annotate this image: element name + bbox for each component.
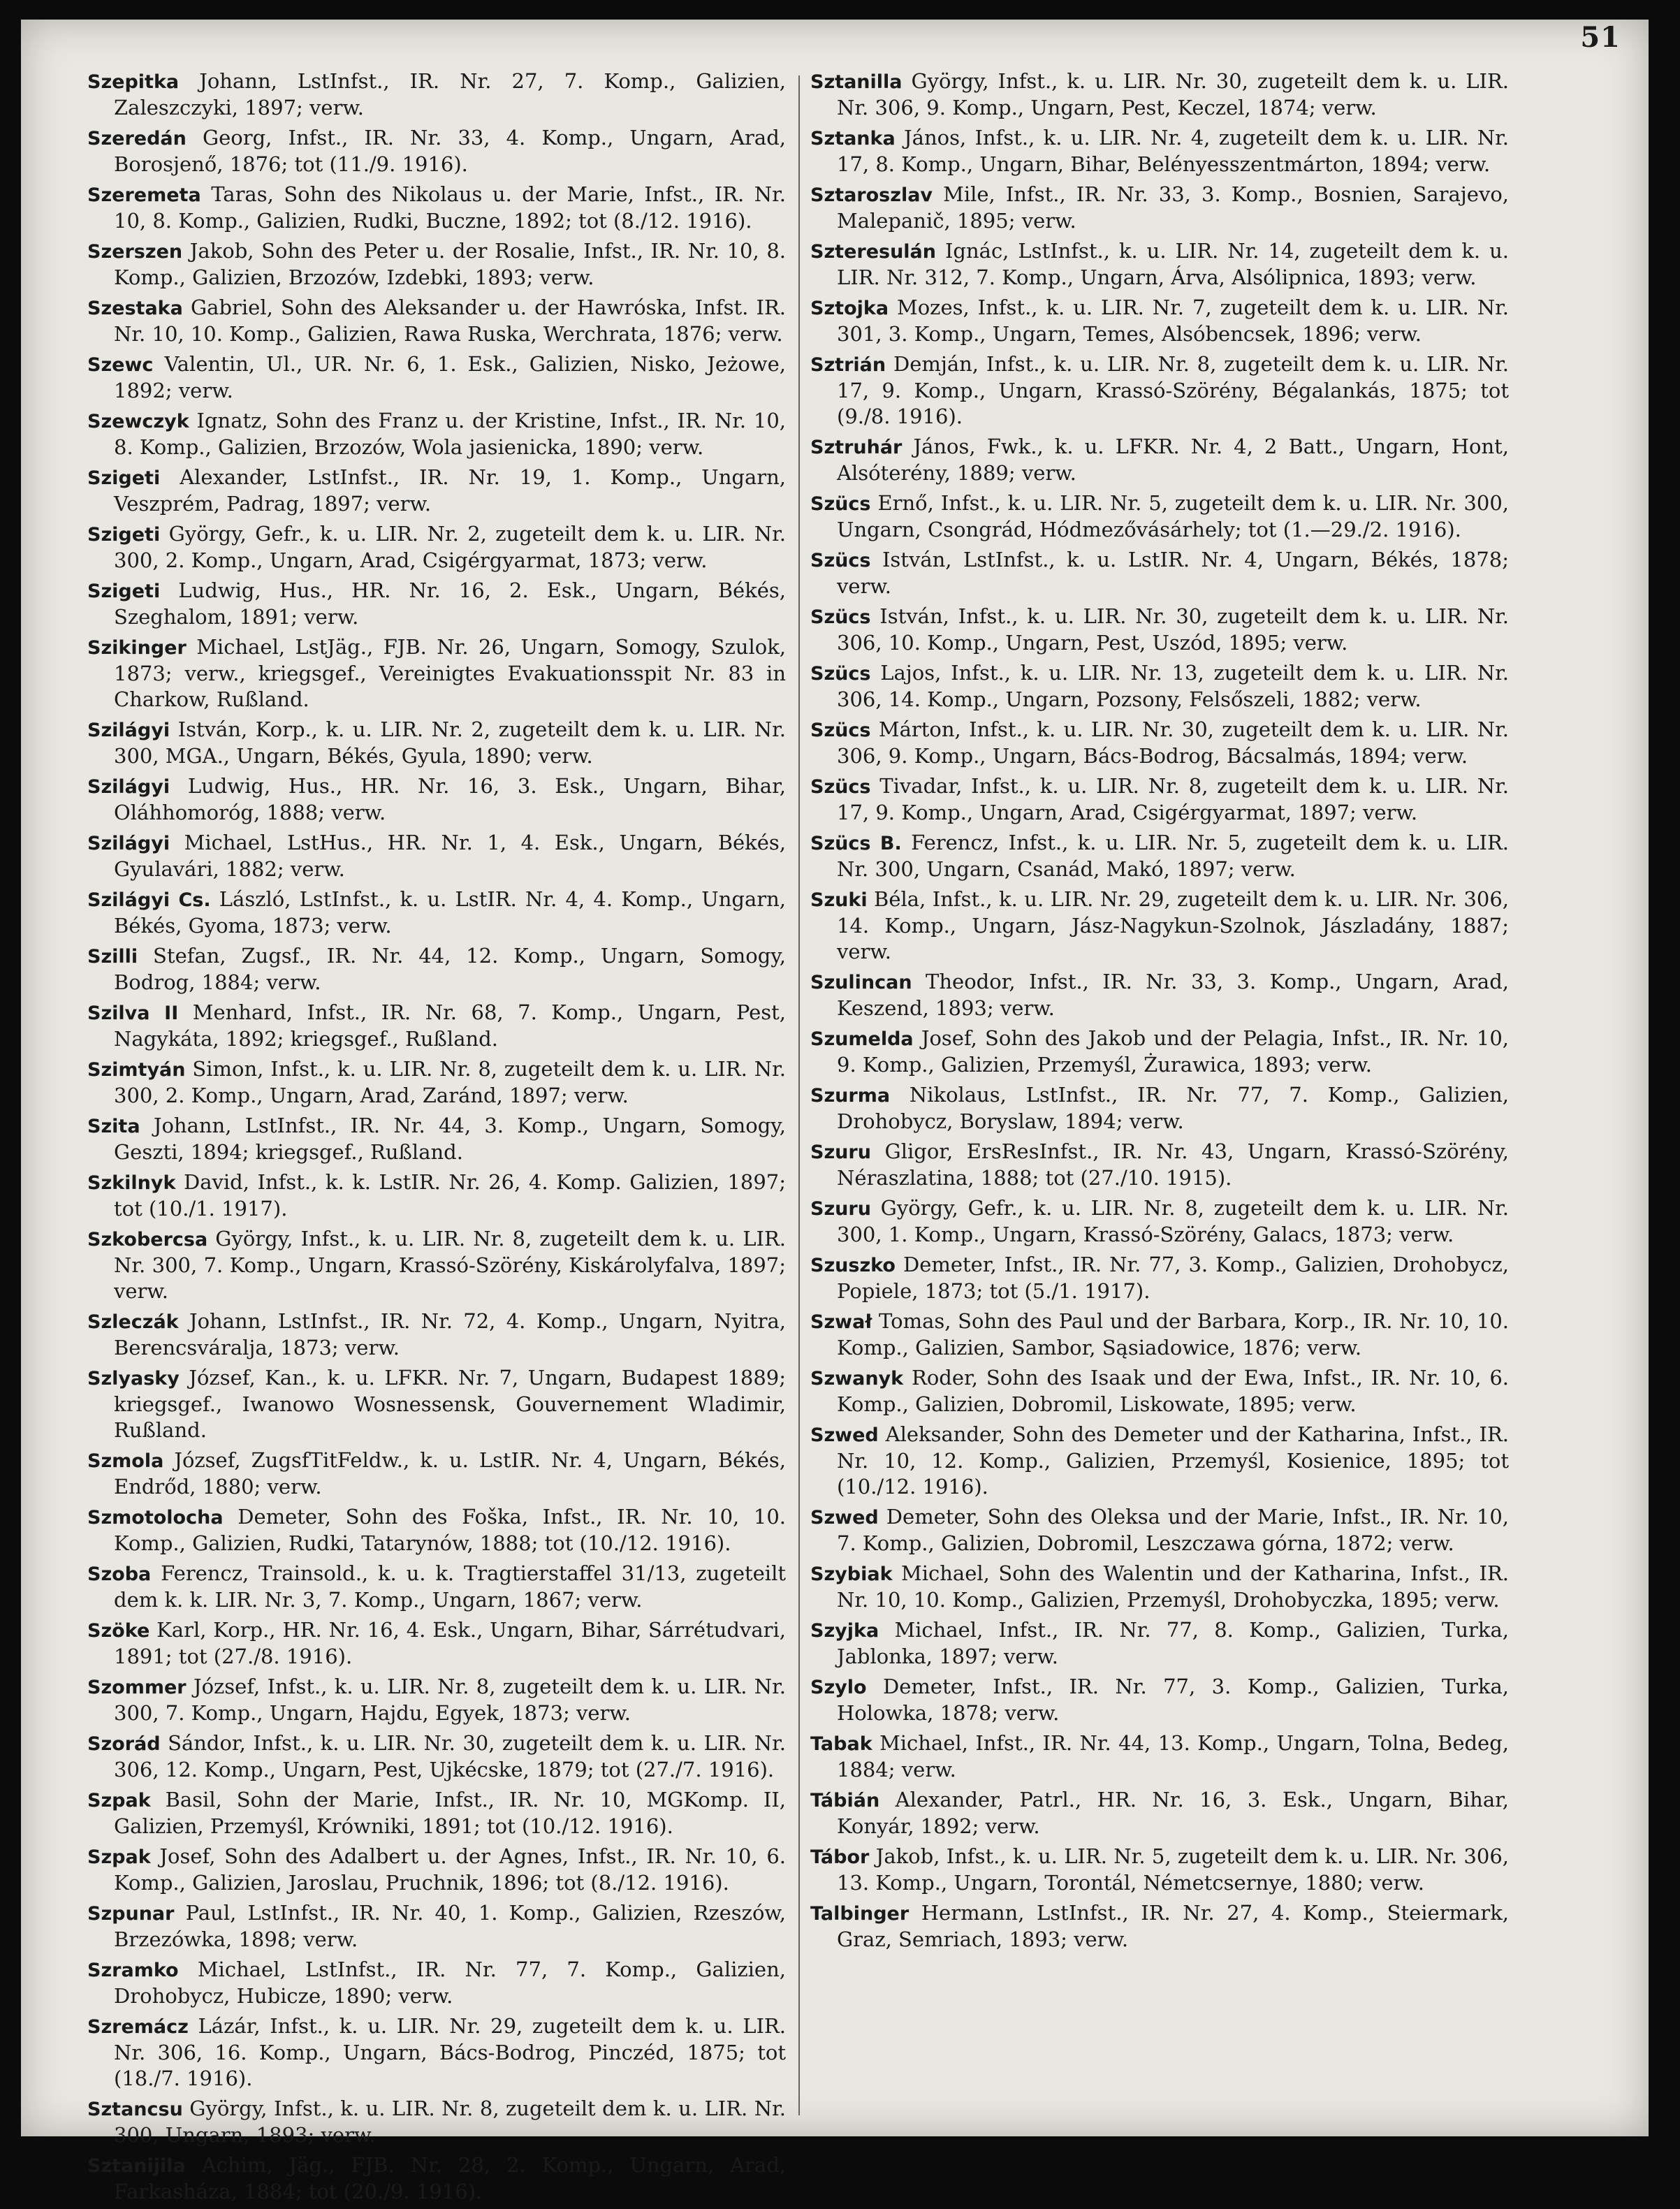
- entry-surname: Szücs: [810, 550, 871, 571]
- entry-details: Georg, Infst., IR. Nr. 33, 4. Komp., Ungarn, Arad, Borosjenő, 1876; tot (11./9. 1916).: [114, 126, 786, 176]
- entry-surname: Szramko: [87, 1960, 179, 1981]
- list-entry: [87, 1561, 786, 1613]
- list-entry: [810, 68, 1509, 121]
- entry-surname: Szommer: [87, 1677, 187, 1698]
- list-entry: [810, 1730, 1509, 1783]
- entry-details: Karl, Korp., HR. Nr. 16, 4. Esk., Ungarn, Bihar, Sárrétudvari, 1891; tot (27./8. 1916).: [114, 1618, 787, 1668]
- entry-surname: Szimtyán: [87, 1059, 186, 1081]
- list-entry: [87, 1787, 786, 1839]
- list-entry: [87, 2152, 786, 2205]
- list-entry: [87, 465, 786, 517]
- entry-surname: Szkilnyk: [87, 1172, 176, 1194]
- entry-details: Ludwig, Hus., HR. Nr. 16, 3. Esk., Ungarn, Bihar, Oláhhomoróg, 1888; verw.: [114, 774, 786, 824]
- list-entry: [810, 182, 1509, 234]
- entry-surname: Szilágyi: [87, 833, 170, 854]
- entry-details: Lajos, Infst., k. u. LIR. Nr. 13, zugeteilt dem k. u. LIR. Nr. 306, 14. Komp., Ungarn, Pozsony, Felsőszeli, 1882; verw.: [837, 661, 1509, 711]
- entry-surname: Szorád: [87, 1733, 161, 1755]
- entry-surname: Szylo: [810, 1677, 867, 1698]
- list-entry: [87, 830, 786, 882]
- entry-details: Sándor, Infst., k. u. LIR. Nr. 30, zugeteilt dem k. u. LIR. Nr. 306, 12. Komp., Ungarn, Pest, Ujkécske, 1879; tot (27./7. 1916).: [114, 1731, 787, 1781]
- entry-surname: Sztanijila: [87, 2155, 186, 2177]
- list-entry: [87, 1504, 786, 1556]
- list-entry: [87, 1900, 786, 1953]
- list-entry: [810, 1026, 1509, 1078]
- entry-surname: Szewczyk: [87, 411, 189, 432]
- entry-surname: Szilva II: [87, 1003, 179, 1024]
- entry-surname: Szkobercsa: [87, 1229, 208, 1251]
- list-entry: [810, 1195, 1509, 1248]
- list-entry: [87, 1844, 786, 1896]
- entry-details: Demeter, Infst., IR. Nr. 77, 3. Komp., Galizien, Drohobycz, Popiele, 1873; tot (5./1. 1917).: [837, 1253, 1509, 1303]
- entry-details: Michael, Infst., IR. Nr. 44, 13. Komp., Ungarn, Tolna, Bedeg, 1884; verw.: [837, 1731, 1509, 1781]
- list-entry: [810, 125, 1509, 177]
- list-entry: [810, 295, 1509, 347]
- entry-details: Gabriel, Sohn des Aleksander u. der Hawróska, Infst. IR. Nr. 10, 10. Komp., Galizien, Rawa Ruska, Werchrata, 1876; verw.: [114, 296, 786, 346]
- entry-surname: Szücs: [810, 606, 871, 628]
- entry-surname: Sztanka: [810, 128, 896, 150]
- entry-details: Demján, Infst., k. u. LIR. Nr. 8, zugeteilt dem k. u. LIR. Nr. 17, 9. Komp., Ungarn, Krassó-Szörény, Bégalankás, 1875; tot (9./8. 1916).: [837, 352, 1509, 428]
- entry-details: Roder, Sohn des Isaak und der Ewa, Infst., IR. Nr. 10, 6. Komp., Galizien, Dobromil, Liskowate, 1895; verw.: [837, 1366, 1510, 1416]
- entry-surname: Szremácz: [87, 2016, 189, 2038]
- list-entry: [87, 1226, 786, 1304]
- list-entry: [87, 408, 786, 460]
- entry-surname: Szurma: [810, 1085, 891, 1107]
- entry-details: Márton, Infst., k. u. LIR. Nr. 30, zugeteilt dem k. u. LIR. Nr. 306, 9. Komp., Ungarn, Bács-Bodrog, Bácsalmás, 1894; verw.: [837, 717, 1510, 768]
- entry-details: Jakob, Sohn des Peter u. der Rosalie, Infst., IR. Nr. 10, 8. Komp., Galizien, Brzozów, Izdebki, 1893; verw.: [114, 239, 787, 289]
- entry-surname: Szilágyi: [87, 720, 170, 741]
- list-entry: [810, 1252, 1509, 1304]
- entry-surname: Szita: [87, 1116, 140, 1137]
- list-entry: [810, 830, 1509, 882]
- entry-details: Michael, LstHus., HR. Nr. 1, 4. Esk., Ungarn, Békés, Gyulavári, 1882; verw.: [114, 831, 787, 881]
- entry-surname: Sztaroszlav: [810, 184, 933, 206]
- entry-details: György, Infst., k. u. LIR. Nr. 8, zugeteilt dem k. u. LIR. Nr. 300, 7. Komp., Ungarn, Krassó-Szörény, Kiskárolyfalva, 1897; verw.: [114, 1227, 787, 1303]
- list-entry: [87, 238, 786, 291]
- entry-surname: Szilágyi: [87, 776, 170, 798]
- entry-details: Nikolaus, LstInfst., IR. Nr. 77, 7. Komp., Galizien, Drohobycz, Boryslaw, 1894; verw.: [837, 1083, 1509, 1133]
- list-entry: [810, 1504, 1509, 1556]
- entry-details: Michael, Infst., IR. Nr. 77, 8. Komp., Galizien, Turka, Jablonka, 1897; verw.: [837, 1618, 1510, 1668]
- entry-details: István, LstInfst., k. u. LstIR. Nr. 4, Ungarn, Békés, 1878; verw.: [837, 548, 1509, 598]
- entry-surname: Tábor: [810, 1846, 870, 1868]
- list-entry: [810, 1844, 1509, 1896]
- entry-surname: Szigeti: [87, 467, 161, 489]
- column-divider: [798, 75, 800, 2115]
- entry-surname: Szücs B.: [810, 833, 902, 854]
- entry-details: Michael, LstJäg., FJB. Nr. 26, Ungarn, Somogy, Szulok, 1873; verw., kriegsgef., Vereinigtes Evakuationsspit Nr. 83 in Charkow, Rußland.: [114, 635, 786, 711]
- entry-details: Gligor, ErsResInfst., IR. Nr. 43, Ungarn, Krassó-Szörény, Néraszlatina, 1888; tot (27./10. 1915).: [837, 1139, 1510, 1190]
- list-entry: [87, 1113, 786, 1165]
- entry-details: György, Gefr., k. u. LIR. Nr. 8, zugeteilt dem k. u. LIR. Nr. 300, 1. Komp., Ungarn, Krassó-Szörény, Galacs, 1873; verw.: [837, 1196, 1509, 1246]
- entry-surname: Szücs: [810, 720, 871, 741]
- entry-details: József, ZugsfTitFeldw., k. u. LstIR. Nr. 4, Ungarn, Békés, Endrőd, 1880; verw.: [114, 1448, 787, 1499]
- page-number: 51: [1580, 21, 1621, 54]
- list-entry: [87, 887, 786, 939]
- list-entry: [87, 521, 786, 574]
- list-entry: [810, 1617, 1509, 1670]
- list-entry: [87, 2096, 786, 2148]
- entry-details: Ferencz, Infst., k. u. LIR. Nr. 5, zugeteilt dem k. u. LIR. Nr. 300, Ungarn, Csanád, Makó, 1897; verw.: [837, 831, 1509, 881]
- entry-details: Taras, Sohn des Nikolaus u. der Marie, Infst., IR. Nr. 10, 8. Komp., Galizien, Rudki, Buczne, 1892; tot (8./12. 1916).: [114, 182, 787, 233]
- entry-details: Menhard, Infst., IR. Nr. 68, 7. Komp., Ungarn, Pest, Nagykáta, 1892; kriegsgef., Rußland.: [114, 1000, 787, 1051]
- entry-details: József, Infst., k. u. LIR. Nr. 8, zugeteilt dem k. u. LIR. Nr. 300, 7. Komp., Ungarn, Hajdu, Egyek, 1873; verw.: [114, 1675, 787, 1725]
- entry-surname: Szoba: [87, 1563, 152, 1585]
- entry-surname: Sztruhár: [810, 437, 903, 458]
- entry-details: Johann, LstInfst., IR. Nr. 44, 3. Komp., Ungarn, Somogy, Geszti, 1894; kriegsgef., Rußland.: [114, 1114, 787, 1164]
- list-entry: [87, 295, 786, 347]
- entry-details: Josef, Sohn des Jakob und der Pelagia, Infst., IR. Nr. 10, 9. Komp., Galizien, Przemyśl, Żurawica, 1893; verw.: [837, 1026, 1510, 1077]
- entry-details: Tivadar, Infst., k. u. LIR. Nr. 8, zugeteilt dem k. u. LIR. Nr. 17, 9. Komp., Ungarn, Arad, Csigérgyarmat, 1897; verw.: [837, 774, 1510, 824]
- list-entry: [87, 1617, 786, 1670]
- list-entry: [810, 434, 1509, 486]
- entry-details: Demeter, Infst., IR. Nr. 77, 3. Komp., Galizien, Turka, Holowka, 1878; verw.: [837, 1675, 1509, 1725]
- entry-surname: Szerszen: [87, 241, 183, 263]
- entry-details: Ignác, LstInfst., k. u. LIR. Nr. 14, zugeteilt dem k. u. LIR. Nr. 312, 7. Komp., Ungarn, Árva, Alsólipnica, 1893; verw.: [837, 239, 1510, 289]
- entry-details: Michael, LstInfst., IR. Nr. 77, 7. Komp., Galizien, Drohobycz, Hubicze, 1890; verw.: [114, 1958, 786, 2008]
- list-entry: [810, 660, 1509, 713]
- list-entry: [810, 490, 1509, 543]
- entry-surname: Szleczák: [87, 1311, 179, 1333]
- entry-surname: Szücs: [810, 493, 871, 515]
- entry-surname: Sztrián: [810, 354, 886, 376]
- entry-details: Simon, Infst., k. u. LIR. Nr. 8, zugeteilt dem k. u. LIR. Nr. 300, 2. Komp., Ungarn, Arad, Zaránd, 1897; verw.: [114, 1057, 787, 1107]
- entry-details: István, Korp., k. u. LIR. Nr. 2, zugeteilt dem k. u. LIR. Nr. 300, MGA., Ungarn, Békés, Gyula, 1890; verw.: [114, 717, 786, 768]
- list-entry: [87, 182, 786, 234]
- list-entry: [810, 1365, 1509, 1417]
- entry-surname: Szwed: [810, 1507, 879, 1529]
- entry-details: György, Gefr., k. u. LIR. Nr. 2, zugeteilt dem k. u. LIR. Nr. 300, 2. Komp., Ungarn, Arad, Csigérgyarmat, 1873; verw.: [114, 522, 786, 572]
- list-entry: [810, 351, 1509, 430]
- entry-details: Johann, LstInfst., IR. Nr. 27, 7. Komp., Galizien, Zaleszczyki, 1897; verw.: [114, 69, 786, 119]
- list-entry: [87, 717, 786, 769]
- entry-surname: Szuki: [810, 889, 868, 911]
- document-page: [21, 20, 1649, 2203]
- entry-details: László, LstInfst., k. u. LstIR. Nr. 4, 4. Komp., Ungarn, Békés, Gyoma, 1873; verw.: [114, 887, 786, 938]
- entry-surname: Szuszko: [810, 1255, 896, 1276]
- entry-surname: Szwał: [810, 1311, 872, 1333]
- entry-surname: Szigeti: [87, 581, 161, 602]
- entry-details: David, Infst., k. k. LstIR. Nr. 26, 4. Komp. Galizien, 1897; tot (10./1. 1917).: [114, 1170, 786, 1220]
- entry-surname: Tábián: [810, 1790, 880, 1811]
- entry-surname: Szilli: [87, 946, 138, 968]
- entry-surname: Talbinger: [810, 1903, 910, 1925]
- list-entry: [810, 773, 1509, 826]
- entry-surname: Szpak: [87, 1790, 151, 1811]
- list-entry: [87, 1674, 786, 1726]
- left-column: [87, 68, 786, 2209]
- list-entry: [810, 1561, 1509, 1613]
- entry-surname: Szlyasky: [87, 1368, 180, 1390]
- entry-details: Johann, LstInfst., IR. Nr. 72, 4. Komp., Ungarn, Nyitra, Berencsváralja, 1873; verw.: [114, 1309, 787, 1359]
- list-entry: [87, 1365, 786, 1443]
- list-entry: [87, 1056, 786, 1109]
- entry-details: Stefan, Zugsf., IR. Nr. 44, 12. Komp., Ungarn, Somogy, Bodrog, 1884; verw.: [114, 944, 787, 994]
- entry-details: Aleksander, Sohn des Demeter und der Katharina, Infst., IR. Nr. 10, 12. Komp., Galizien, Przemyśl, Kosienice, 1895; tot (10./12. 1916).: [837, 1422, 1510, 1499]
- entry-surname: Szücs: [810, 776, 871, 798]
- list-entry: [810, 604, 1509, 656]
- entry-surname: Sztojka: [810, 298, 889, 319]
- entry-details: Demeter, Sohn des Oleksa und der Marie, Infst., IR. Nr. 10, 7. Komp., Galizien, Dobromil, Leszczawa górna, 1872; verw.: [837, 1505, 1509, 1555]
- list-entry: [87, 125, 786, 177]
- entry-surname: Szücs: [810, 663, 871, 685]
- entry-surname: Szpunar: [87, 1903, 175, 1925]
- entry-surname: Szeredán: [87, 128, 187, 150]
- list-entry: [810, 969, 1509, 1021]
- entry-details: Theodor, Infst., IR. Nr. 33, 3. Komp., Ungarn, Arad, Keszend, 1893; verw.: [837, 970, 1509, 1020]
- list-entry: [87, 943, 786, 996]
- entry-surname: Szikinger: [87, 637, 187, 659]
- list-entry: [87, 1169, 786, 1222]
- entry-surname: Szyjka: [810, 1620, 879, 1642]
- entry-details: Michael, Sohn des Walentin und der Katharina, Infst., IR. Nr. 10, 10. Komp., Galizien, Przemyśl, Drohobyczka, 1895; verw.: [837, 1561, 1510, 1612]
- entry-details: János, Infst., k. u. LIR. Nr. 4, zugeteilt dem k. u. LIR. Nr. 17, 8. Komp., Ungarn, Bihar, Belényesszentmárton, 1894; verw.: [837, 126, 1510, 176]
- entry-surname: Szybiak: [810, 1563, 893, 1585]
- entry-details: Jakob, Infst., k. u. LIR. Nr. 5, zugeteilt dem k. u. LIR. Nr. 306, 13. Komp., Ungarn, Torontál, Németcsernye, 1880; verw.: [837, 1844, 1509, 1895]
- list-entry: [810, 238, 1509, 291]
- entry-surname: Szmotolocha: [87, 1507, 224, 1529]
- entry-details: Demeter, Sohn des Foška, Infst., IR. Nr. 10, 10. Komp., Galizien, Rudki, Tatarynów, 1888; tot (10./12. 1916).: [114, 1505, 787, 1555]
- list-entry: [87, 1448, 786, 1500]
- entry-details: György, Infst., k. u. LIR. Nr. 30, zugeteilt dem k. u. LIR. Nr. 306, 9. Komp., Ungarn, Pest, Keczel, 1874; verw.: [837, 69, 1509, 119]
- entry-details: István, Infst., k. u. LIR. Nr. 30, zugeteilt dem k. u. LIR. Nr. 306, 10. Komp., Ungarn, Pest, Uszód, 1895; verw.: [837, 604, 1510, 655]
- entry-details: József, Kan., k. u. LFKR. Nr. 7, Ungarn, Budapest 1889; kriegsgef., Iwanowo Wosnessensk, Gouvernement Wladimir, Rußland.: [114, 1366, 786, 1442]
- list-entry: [87, 351, 786, 404]
- list-entry: [810, 547, 1509, 599]
- entry-surname: Szwed: [810, 1424, 879, 1446]
- entry-surname: Szteresulán: [810, 241, 936, 263]
- list-entry: [810, 1308, 1509, 1361]
- entry-details: Alexander, LstInfst., IR. Nr. 19, 1. Komp., Ungarn, Veszprém, Padrag, 1897; verw.: [114, 465, 786, 516]
- list-entry: [810, 1900, 1509, 1953]
- entry-details: Ludwig, Hus., HR. Nr. 16, 2. Esk., Ungarn, Békés, Szeghalom, 1891; verw.: [114, 578, 787, 629]
- list-entry: [810, 1422, 1509, 1500]
- entry-surname: Szöke: [87, 1620, 150, 1642]
- entry-surname: Szewc: [87, 354, 154, 376]
- entry-surname: Szilágyi Cs.: [87, 889, 211, 911]
- entry-surname: Szumelda: [810, 1028, 914, 1050]
- entry-surname: Szestaka: [87, 298, 183, 319]
- entry-details: György, Infst., k. u. LIR. Nr. 8, zugeteilt dem k. u. LIR. Nr. 300, Ungarn, 1893; verw.: [114, 2097, 787, 2147]
- entry-details: Valentin, Ul., UR. Nr. 6, 1. Esk., Galizien, Nisko, Jeżowe, 1892; verw.: [114, 352, 786, 402]
- list-entry: [810, 1674, 1509, 1726]
- entry-surname: Szuru: [810, 1142, 871, 1163]
- entry-details: Josef, Sohn des Adalbert u. der Agnes, Infst., IR. Nr. 10, 6. Komp., Galizien, Jaroslau, Pruchnik, 1896; tot (8./12. 1916).: [114, 1844, 787, 1895]
- entry-details: Alexander, Patrl., HR. Nr. 16, 3. Esk., Ungarn, Bihar, Konyár, 1892; verw.: [837, 1788, 1510, 1838]
- entry-details: Mozes, Infst., k. u. LIR. Nr. 7, zugeteilt dem k. u. LIR. Nr. 301, 3. Komp., Ungarn, Temes, Alsóbencsek, 1896; verw.: [837, 296, 1509, 346]
- list-entry: [87, 2013, 786, 2092]
- entry-details: Achim, Jäg., FJB. Nr. 28, 2. Komp., Ungarn, Arad, Farkasháza, 1884; tot (20./9. 1916).: [114, 2153, 786, 2203]
- entry-surname: Szmola: [87, 1450, 164, 1472]
- entry-surname: Szulincan: [810, 972, 912, 993]
- entry-surname: Tabak: [810, 1733, 872, 1755]
- list-entry: [810, 1082, 1509, 1135]
- list-entry: [87, 1957, 786, 2009]
- entry-details: János, Fwk., k. u. LFKR. Nr. 4, 2 Batt., Ungarn, Hont, Alsóterény, 1889; verw.: [837, 435, 1509, 485]
- list-entry: [810, 717, 1509, 769]
- entry-surname: Sztanilla: [810, 71, 903, 93]
- list-entry: [87, 68, 786, 121]
- entry-details: Basil, Sohn der Marie, Infst., IR. Nr. 10, MGKomp. II, Galizien, Przemyśl, Krówniki, 1891; tot (10./12. 1916).: [114, 1788, 787, 1838]
- list-entry: [87, 1308, 786, 1361]
- entry-surname: Szepitka: [87, 71, 180, 93]
- entry-details: Hermann, LstInfst., IR. Nr. 27, 4. Komp., Steiermark, Graz, Semriach, 1893; verw.: [837, 1901, 1509, 1951]
- entry-surname: Szuru: [810, 1198, 871, 1220]
- list-entry: [87, 634, 786, 713]
- list-entry: [87, 773, 786, 826]
- entry-surname: Szwanyk: [810, 1368, 904, 1390]
- entry-details: Ferencz, Trainsold., k. u. k. Tragtierstaffel 31/13, zugeteilt dem k. k. LIR. Nr. 3, 7. Komp., Ungarn, 1867; verw.: [114, 1561, 786, 1612]
- list-entry: [810, 1139, 1509, 1191]
- list-entry: [810, 887, 1509, 965]
- entry-details: Ernő, Infst., k. u. LIR. Nr. 5, zugeteilt dem k. u. LIR. Nr. 300, Ungarn, Csongrád, Hódmezővásárhely; tot (1.—29./2. 1916).: [837, 491, 1509, 541]
- right-column: [810, 68, 1509, 1957]
- entry-surname: Sztancsu: [87, 2099, 183, 2120]
- list-entry: [87, 1730, 786, 1783]
- entry-surname: Szeremeta: [87, 184, 201, 206]
- entry-details: Paul, LstInfst., IR. Nr. 40, 1. Komp., Galizien, Rzeszów, Brzezówka, 1898; verw.: [114, 1901, 787, 1951]
- list-entry: [87, 1000, 786, 1052]
- entry-details: Lázár, Infst., k. u. LIR. Nr. 29, zugeteilt dem k. u. LIR. Nr. 306, 16. Komp., Ungarn, Bács-Bodrog, Pinczéd, 1875; tot (18./7. 1916).: [114, 2014, 786, 2090]
- entry-details: Béla, Infst., k. u. LIR. Nr. 29, zugeteilt dem k. u. LIR. Nr. 306, 14. Komp., Ungarn, Jász-Nagykun-Szolnok, Jászladány, 1887; verw.: [837, 887, 1510, 963]
- entry-surname: Szpak: [87, 1846, 151, 1868]
- list-entry: [87, 578, 786, 630]
- entry-details: Mile, Infst., IR. Nr. 33, 3. Komp., Bosnien, Sarajevo, Malepanič, 1895; verw.: [837, 182, 1510, 233]
- list-entry: [810, 1787, 1509, 1839]
- entry-details: Ignatz, Sohn des Franz u. der Kristine, Infst., IR. Nr. 10, 8. Komp., Galizien, Brzozów, Wola jasienicka, 1890; verw.: [114, 409, 786, 459]
- entry-details: Tomas, Sohn des Paul und der Barbara, Korp., IR. Nr. 10, 10. Komp., Galizien, Sambor, Sąsiadowice, 1876; verw.: [837, 1309, 1509, 1359]
- entry-surname: Szigeti: [87, 524, 161, 546]
